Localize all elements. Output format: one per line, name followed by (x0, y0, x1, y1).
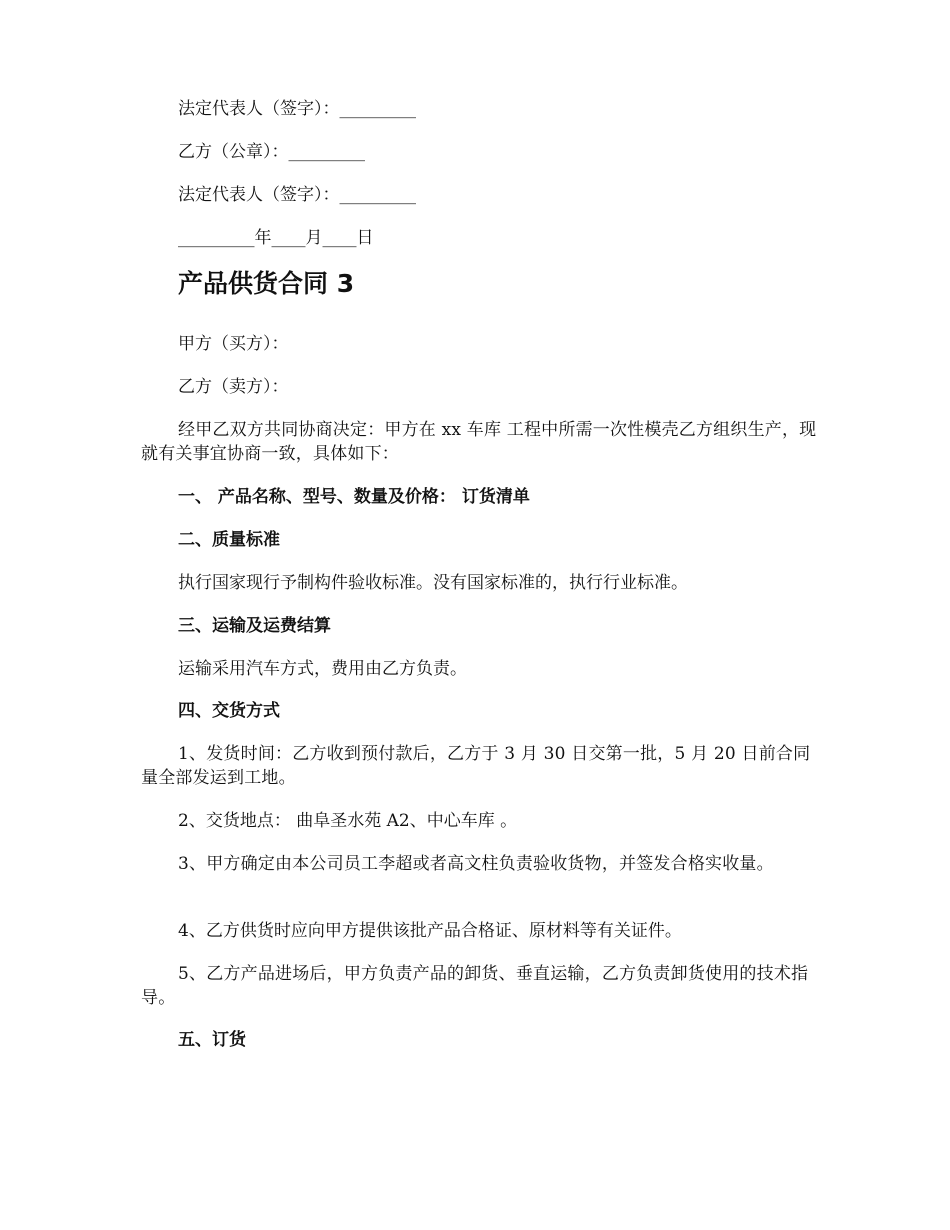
party-b-line: 乙方（卖方）： (178, 377, 289, 397)
intro-paragraph: 经甲乙双方共同协商决定：甲方在 xx 车库 工程中所需一次性模壳乙方组织生产，现就有关事宜协商一致，具体如下： (141, 420, 817, 464)
section-3-heading: 三、运输及运费结算 (178, 616, 331, 636)
section-4-item-3: 3、甲方确定由本公司员工李超或者高文柱负责验收货物，并签发合格实收量。 (178, 854, 774, 874)
section-3-text: 运输采用汽车方式，费用由乙方负责。 (178, 659, 467, 679)
section-4-item-2: 2、交货地点： 曲阜圣水苑 A2、中心车库 。 (178, 811, 518, 831)
section-4-item-5: 5、乙方产品进场后，甲方负责产品的卸货、垂直运输，乙方负责卸货使用的技术指导。 (141, 964, 809, 1008)
party-a-line: 甲方（买方）： (178, 334, 289, 354)
legal-rep-signature-line-2: 法定代表人（签字）：_________ (178, 185, 416, 205)
section-4-heading: 四、交货方式 (178, 701, 280, 721)
party-b-seal-line: 乙方（公章）：_________ (178, 142, 365, 162)
section-4-item-1: 1、发货时间：乙方收到预付款后，乙方于 3 月 30 日交第一批，5 月 20 日前合同量全部发运到工地。 (141, 744, 811, 788)
section-2-heading: 二、质量标准 (178, 530, 280, 550)
date-line: _________年____月____日 (178, 228, 374, 248)
contract-title: 产品供货合同 3 (178, 269, 355, 298)
section-4-item-4: 4、乙方供货时应向甲方提供该批产品合格证、原材料等有关证件。 (178, 921, 682, 941)
section-2-text: 执行国家现行予制构件验收标准。没有国家标准的，执行行业标准。 (178, 573, 688, 593)
section-1-heading: 一、 产品名称、型号、数量及价格： 订货清单 (178, 487, 530, 507)
legal-rep-signature-line-1: 法定代表人（签字）：_________ (178, 99, 416, 119)
section-5-heading: 五、订货 (178, 1030, 246, 1050)
